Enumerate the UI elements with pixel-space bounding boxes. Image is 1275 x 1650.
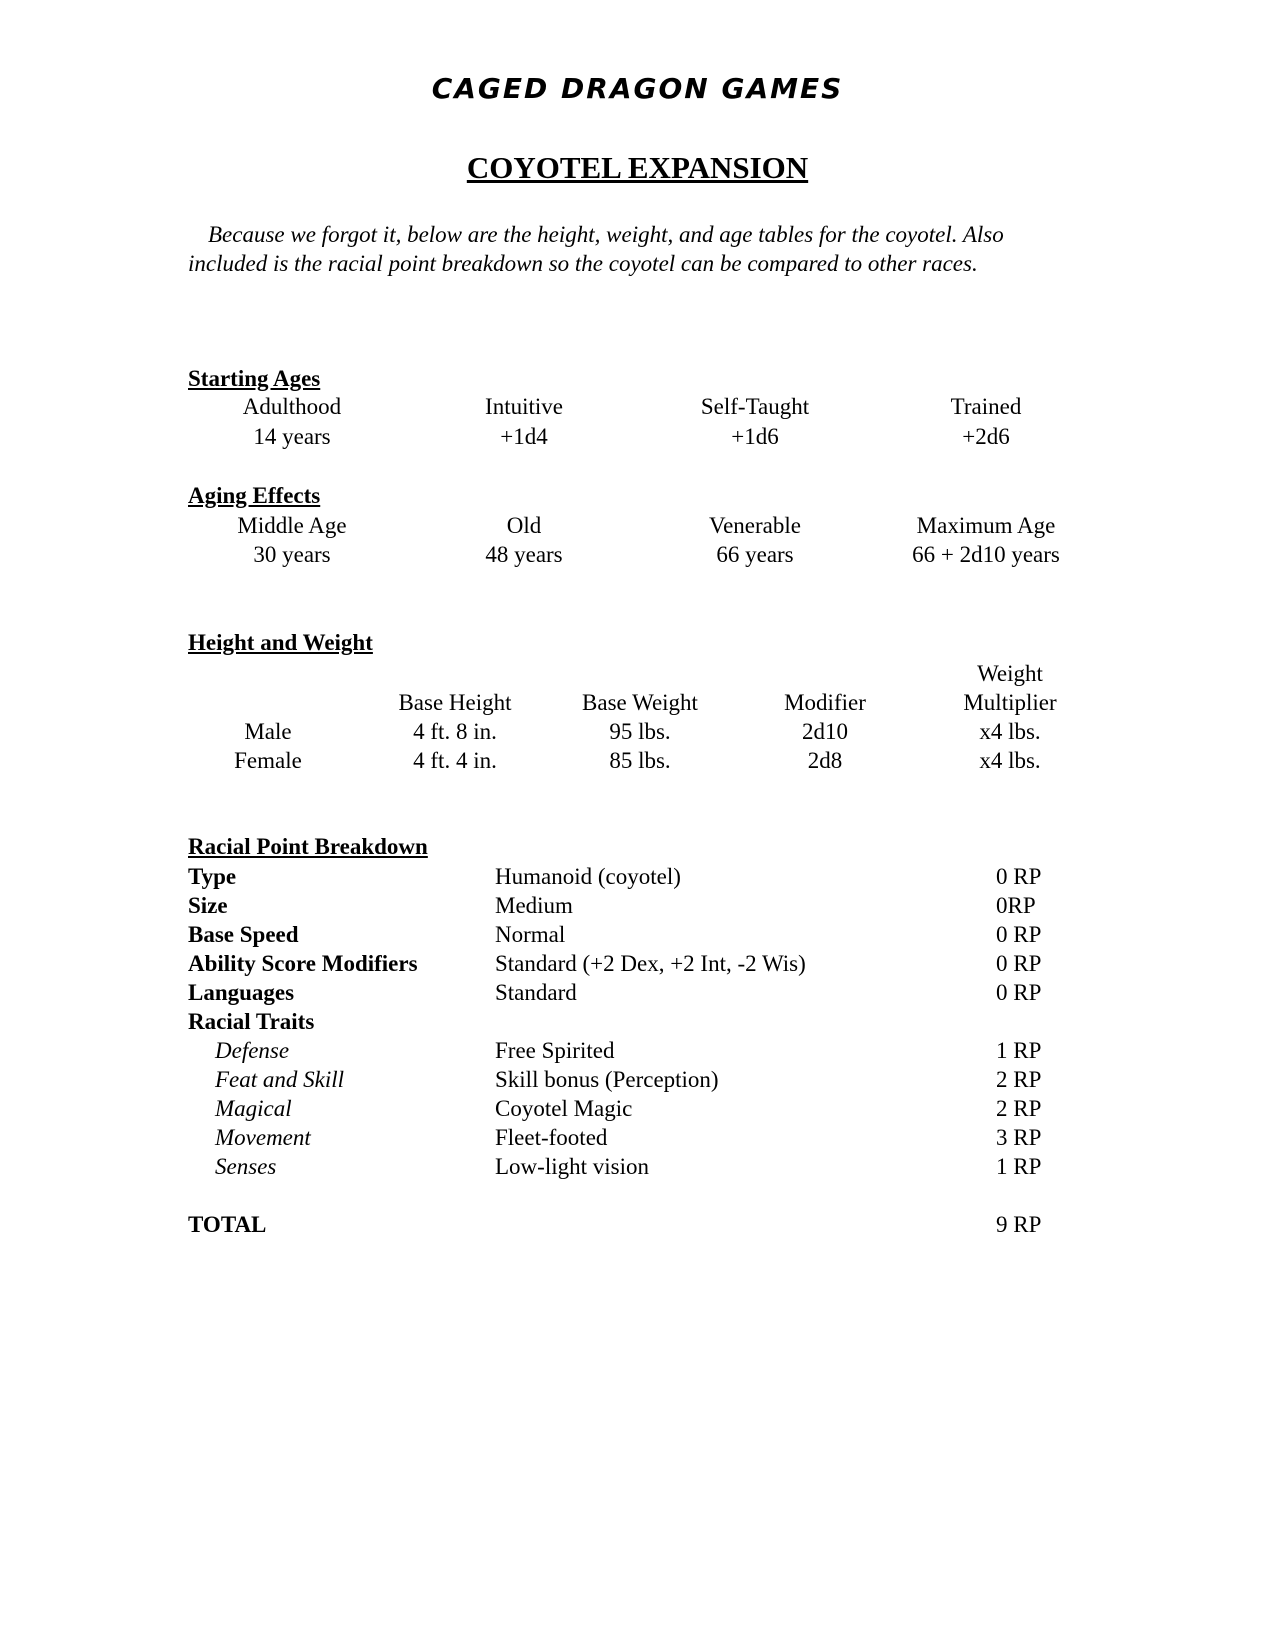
starting-ages-value: +1d6	[731, 424, 779, 449]
height-weight-cell: 2d10	[802, 719, 848, 744]
racial-points-value: Medium	[495, 893, 573, 918]
aging-effects-value: 48 years	[485, 542, 563, 567]
height-weight-header-weight: Weight	[977, 661, 1043, 686]
racial-trait-label: Senses	[215, 1154, 277, 1179]
starting-ages-label: Adulthood	[242, 394, 342, 419]
height-weight-row-label: Female	[234, 748, 302, 773]
starting-ages-label: Intuitive	[485, 394, 563, 419]
aging-effects-heading: Aging Effects	[188, 483, 321, 508]
height-weight-header-modifier: Modifier	[784, 690, 866, 715]
racial-trait-points: 3 RP	[996, 1125, 1042, 1150]
page-title: COYOTEL EXPANSION	[466, 150, 809, 185]
racial-trait-label: Feat and Skill	[215, 1067, 345, 1092]
racial-trait-value: Fleet-footed	[495, 1125, 608, 1150]
starting-ages-heading: Starting Ages	[188, 366, 321, 391]
racial-points-value: Normal	[495, 922, 566, 947]
racial-trait-label: Movement	[215, 1125, 311, 1150]
starting-ages-label: Trained	[950, 394, 1022, 419]
aging-effects-value: 66 years	[716, 542, 794, 567]
height-weight-heading: Height and Weight	[188, 630, 373, 655]
brand-name: CAGED DRAGON GAMES	[431, 72, 844, 105]
racial-trait-value: Low-light vision	[495, 1154, 649, 1179]
aging-effects-label: Middle Age	[237, 513, 347, 538]
total-points: 9 RP	[996, 1212, 1042, 1237]
racial-trait-label: Magical	[215, 1096, 292, 1121]
aging-effects-value: 30 years	[253, 542, 331, 567]
racial-traits-label: Racial Traits	[188, 1009, 315, 1034]
height-weight-cell: 2d8	[807, 748, 843, 773]
total-label: TOTAL	[188, 1212, 267, 1237]
racial-points-points: 0 RP	[996, 951, 1042, 976]
aging-effects-label: Maximum Age	[916, 513, 1056, 538]
height-weight-cell: 4 ft. 4 in.	[413, 748, 497, 773]
racial-points-label: Ability Score Modifiers	[188, 951, 418, 976]
racial-trait-label: Defense	[215, 1038, 290, 1063]
starting-ages-label: Self-Taught	[700, 394, 810, 419]
intro-paragraph: Because we forgot it, below are the height, weight, and age tables for the coyotel. Also included is the racial point breakdown so the coyotel can be compared to other races.	[188, 222, 1004, 276]
height-weight-cell: 85 lbs.	[609, 748, 671, 773]
starting-ages-value: +2d6	[962, 424, 1010, 449]
height-weight-cell: x4 lbs.	[979, 719, 1041, 744]
racial-points-points: 0RP	[996, 893, 1036, 918]
racial-trait-points: 1 RP	[996, 1154, 1042, 1179]
racial-trait-points: 2 RP	[996, 1067, 1042, 1092]
racial-points-value: Standard	[495, 980, 577, 1005]
racial-trait-value: Skill bonus (Perception)	[495, 1067, 719, 1092]
racial-points-value: Standard (+2 Dex, +2 Int, -2 Wis)	[495, 951, 806, 976]
racial-trait-points: 2 RP	[996, 1096, 1042, 1121]
racial-trait-value: Coyotel Magic	[495, 1096, 633, 1121]
racial-trait-value: Free Spirited	[495, 1038, 615, 1063]
height-weight-cell: x4 lbs.	[979, 748, 1041, 773]
racial-points-value: Humanoid (coyotel)	[495, 864, 681, 889]
racial-trait-points: 1 RP	[996, 1038, 1042, 1063]
height-weight-cell: 4 ft. 8 in.	[413, 719, 497, 744]
height-weight-header-multiplier: Multiplier	[963, 690, 1057, 715]
height-weight-header-base-weight: Base Weight	[582, 690, 698, 715]
racial-points-points: 0 RP	[996, 864, 1042, 889]
racial-points-points: 0 RP	[996, 980, 1042, 1005]
aging-effects-label: Old	[506, 513, 542, 538]
racial-points-label: Size	[188, 893, 228, 918]
racial-points-heading: Racial Point Breakdown	[188, 834, 428, 859]
aging-effects-value: 66 + 2d10 years	[912, 542, 1060, 567]
racial-points-label: Languages	[188, 980, 295, 1005]
height-weight-cell: 95 lbs.	[609, 719, 671, 744]
racial-points-label: Base Speed	[188, 922, 299, 947]
height-weight-row-label: Male	[244, 719, 292, 744]
starting-ages-value: 14 years	[253, 424, 331, 449]
starting-ages-value: +1d4	[500, 424, 548, 449]
height-weight-header-base-height: Base Height	[398, 690, 512, 715]
racial-points-points: 0 RP	[996, 922, 1042, 947]
aging-effects-label: Venerable	[709, 513, 801, 538]
racial-points-label: Type	[188, 864, 237, 889]
